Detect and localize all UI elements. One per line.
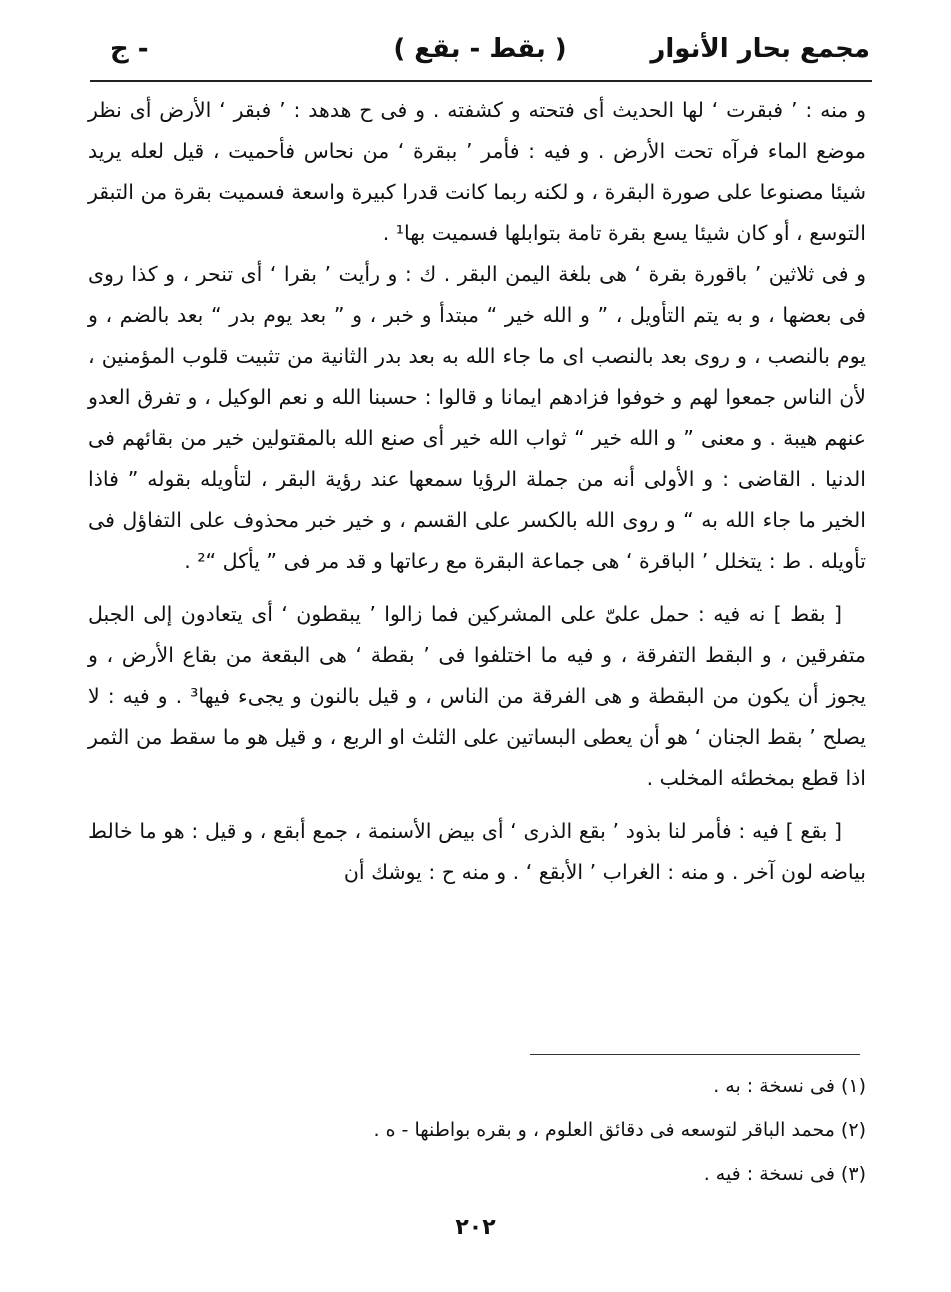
footnote-divider	[530, 1054, 860, 1055]
section-title: ( بقط - بقع )	[393, 34, 567, 64]
footnotes	[300, 1064, 866, 1196]
running-header	[90, 28, 870, 78]
paragraph-baqurah: و فى ثلاثين ’ باقورة بقرة ‘ هى بلغة اليمن البقر . ك : و رأيت ’ بقرا ‘ أى تنحر ، و كذا روى فى بعضها ، و به يتم التأويل ، ” و الله خير “ مبتدأ و خبر ، و ” بعد يوم بدر “ بعد بالضم ، و يوم بالنصب ، و روى بعد بالنصب اى ما جاء الله به بعد بدر الثانية من تثبيت قلوب المؤمنين ، لأن الناس جمعوا لهم و خوفوا فزادهم ايمانا و قالوا : حسبنا الله و نعم الوكيل ، و تفرق العدو عنهم هيبة . و معنى ” و الله خير “ ثواب الله خير أى صنع الله بالمقتولين خير من بقائهم فى الدنيا . القاضى : و الأولى أنه من جملة الرؤيا سمعها عند رؤية البقر ، لتأويله بقوله ” فاذا الخير ما جاء الله به “ و روى الله بالكسر على القسم ، و خير خبر محذوف على التفاؤل فى تأويله . ط : يتخلل ’ الباقرة ‘ هى جماعة البقرة مع رعاتها و قد مر فى ” يأكل “² .	[88, 262, 866, 573]
page-number: ٢٠٢	[455, 1215, 496, 1240]
entry-baqt: [ بقط ] نه فيه : حمل علىّ على المشركين فما زالوا ’ يبقطون ‘ أى يتعادون إلى الجبل متفرقين ، و البقط التفرقة ، و فيه ما اختلفوا فى ’ بقطة ‘ هى البقعة من بقاع الأرض ، و يجوز أن يكون من البقطة و هى الفرقة من الناس ، و قيل بالنون و يجىء فيها³ . و فيه : لا يصلح ’ بقط الجنان ‘ هو أن يعطى البساتين على الثلث او الربع ، و قيل هو ما سقط من الثمر اذا قطع بمخطئه المخلب .	[88, 602, 866, 790]
volume-letter: ج -	[110, 34, 149, 64]
header-divider	[90, 80, 872, 82]
footnote-3: (٣) فى نسخة : فيه .	[703, 1163, 866, 1185]
paragraph-baqar: و منه : ’ فبقرت ‘ لها الحديث أى فتحته و كشفته . و فى ح هدهد : ’ فبقر ‘ الأرض أى نظر موضع الماء فرآه تحت الأرض . و فيه : فأمر ’ ببقرة ‘ من نحاس فأحميت ، قيل لعله يريد شيئا مصنوعا على صورة البقرة ، و لكنه ربما كانت قدرا كبيرة واسعة فسميت بقرة من التبقر التوسع ، أو كان شيئا يسع بقرة تامة بتوابلها فسميت بها¹ .	[88, 98, 866, 245]
main-text	[88, 90, 866, 893]
entry-baqa: [ بقع ] فيه : فأمر لنا بذود ’ بقع الذرى ‘ أى بيض الأسنمة ، جمع أبقع ، و قيل : هو ما خالط بياضه لون آخر . و منه : الغراب ’ الأبقع ‘ . و منه ح : يوشك أن	[88, 819, 866, 884]
book-title: مجمع بحار الأنوار	[650, 34, 870, 64]
footnote-1: (١) فى نسخة : به .	[713, 1075, 866, 1097]
footnote-2: (٢) محمد الباقر لتوسعه فى دقائق العلوم ، و بقره بواطنها - ه .	[373, 1119, 866, 1141]
